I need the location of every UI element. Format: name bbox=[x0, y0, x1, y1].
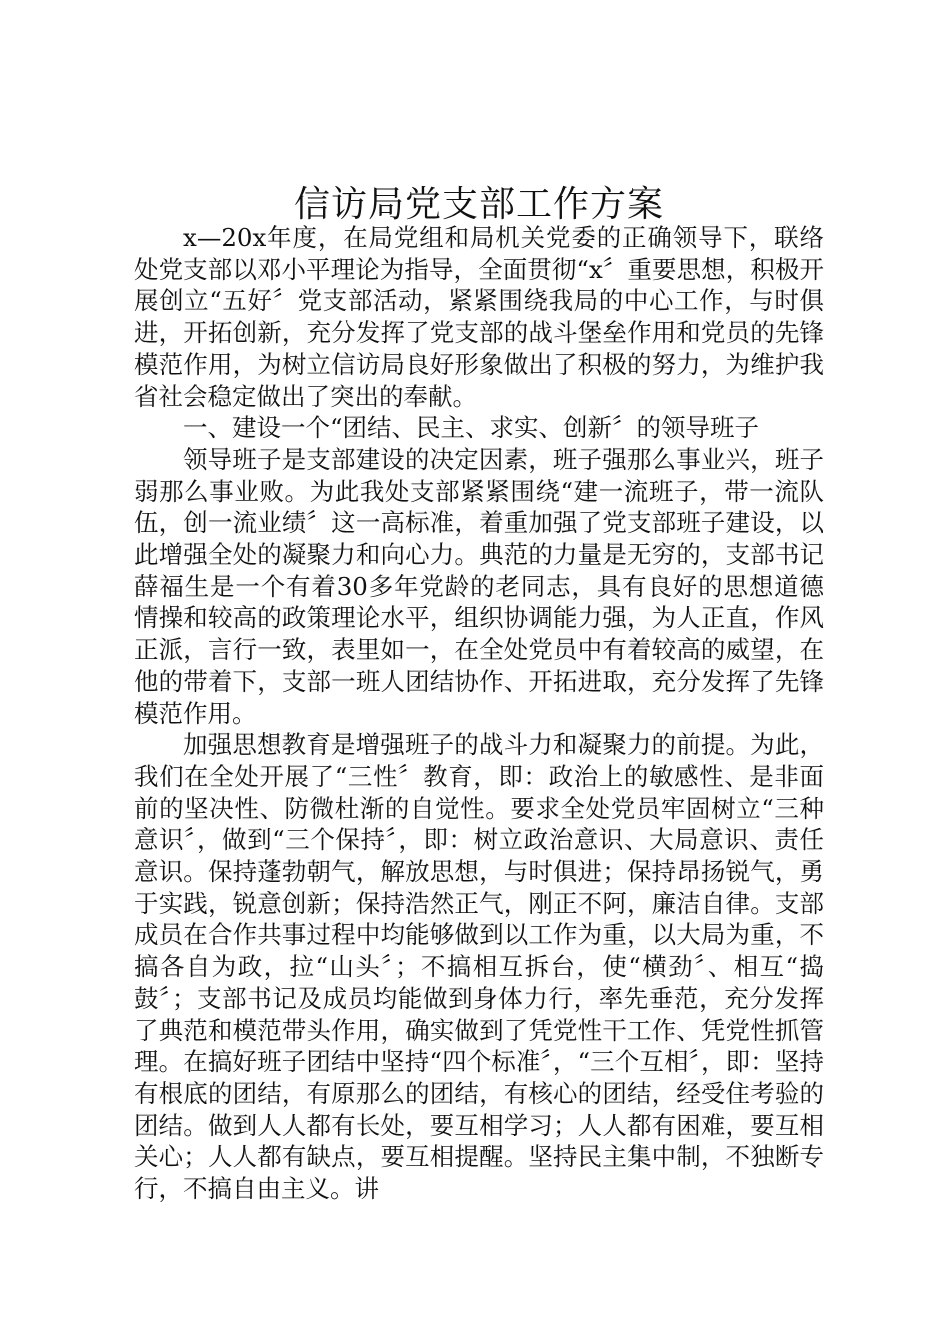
body-paragraph-1: 领导班子是支部建设的决定因素，班子强那么事业兴，班子弱那么事业败。为此我处支部紧紧围绕“建一流班子，带一流队伍，创一流业绩〞这一高标准，着重加强了党支部班子建设，以此增强全处的凝聚力和向心力。典范的力量是无穷的，支部书记薛福生是一个有着30多年党龄的老同志，具有良好的思想道德情操和较高的政策理论水平，组织协调能力强，为人正直，作风正派，言行一致，表里如一，在全处党员中有着较高的威望，在他的带着下，支部一班人团结协作、开拓进取，充分发挥了先锋模范作用。 bbox=[134, 444, 824, 728]
section-heading-1: 一、建设一个“团结、民主、求实、创新〞的领导班子 bbox=[183, 413, 760, 443]
document-title: 信访局党支部工作方案 bbox=[293, 184, 664, 225]
intro-paragraph: x—20x年度，在局党组和局机关党委的正确领导下，联络处党支部以邓小平理论为指导，全面贯彻“x〞重要思想，积极开展创立“五好〞党支部活动，紧紧围绕我局的中心工作，与时俱进，开拓创新，充分发挥了党支部的战斗堡垒作用和党员的先锋模范作用，为树立信访局良好形象做出了积极的努力，为维护我省社会稳定做出了突出的奉献。 bbox=[134, 223, 824, 411]
body-paragraph-2: 加强思想教育是增强班子的战斗力和凝聚力的前提。为此，我们在全处开展了“三性〞教育，即：政治上的敏感性、是非面前的坚决性、防微杜渐的自觉性。要求全处党员牢固树立“三种意识〞，做到“三个保持〞，即：树立政治意识、大局意识、责任意识。保持蓬勃朝气，解放思想，与时俱进；保持昂扬锐气，勇于实践，锐意创新；保持浩然正气，刚正不阿，廉洁自律。支部成员在合作共事过程中均能够做到以工作为重，以大局为重，不搞各自为政，拉“山头〞；不搞相互拆台，使“横劲〞、相互“捣鼓〞；支部书记及成员均能做到身体力行，率先垂范，充分发挥了典范和模范带头作用，确实做到了凭党性干工作、凭党性抓管理。在搞好班子团结中坚持“四个标准〞，“三个互相〞，即：坚持有根底的团结，有原那么的团结，有核心的团结，经受住考验的团结。做到人人都有长处，要互相学习；人人都有困难，要互相关心；人人都有缺点，要互相提醒。坚持民主集中制，不独断专行，不搞自由主义。讲 bbox=[134, 730, 824, 1204]
document-page bbox=[134, 182, 824, 1205]
